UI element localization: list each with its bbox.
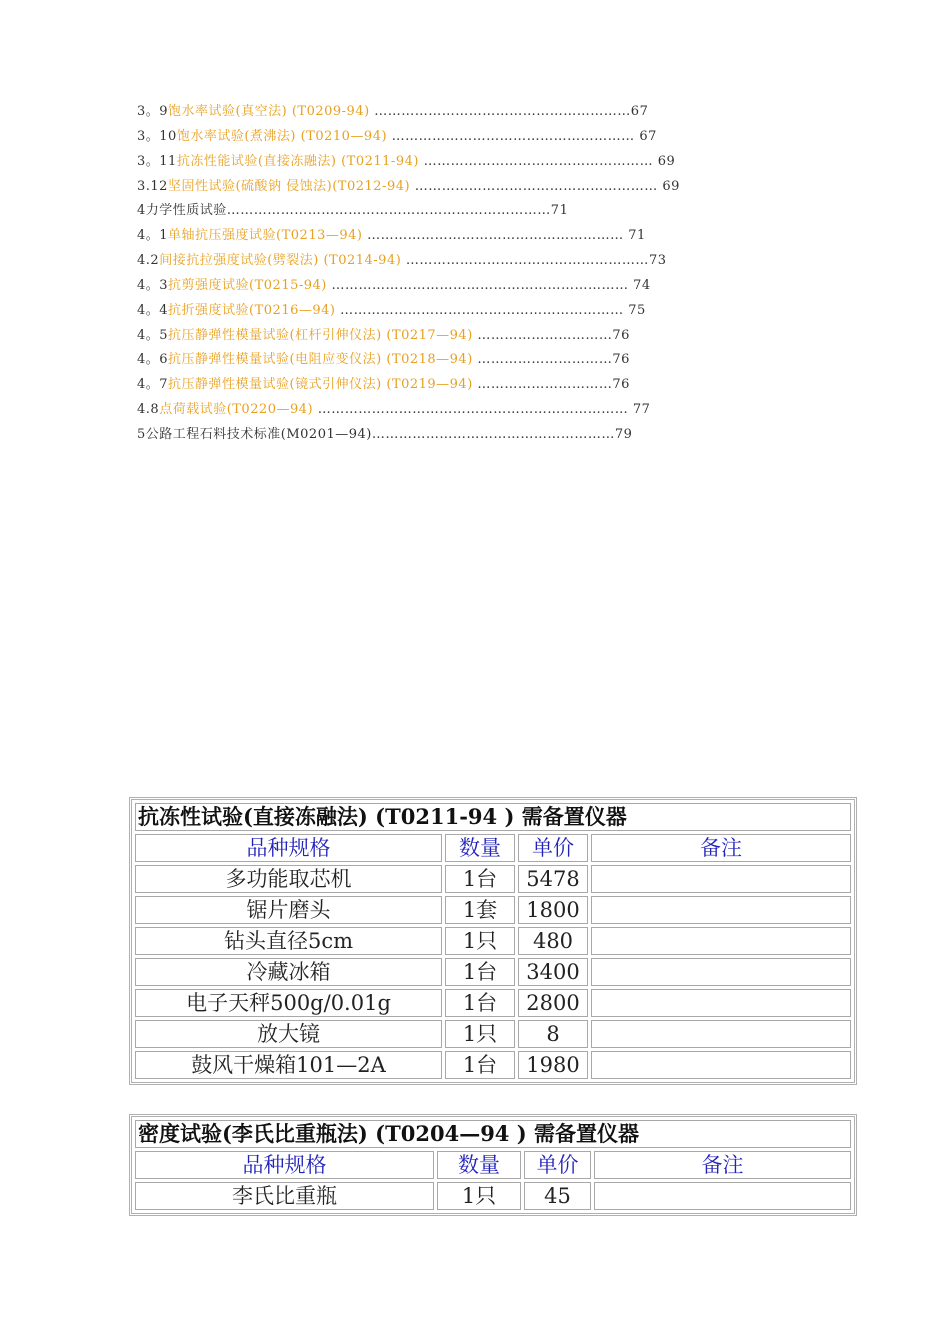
toc-page-number: 79 <box>614 426 633 442</box>
toc-page-number: 76 <box>612 377 630 393</box>
toc-number: 4。7 <box>137 377 169 393</box>
toc-leader: ……………………………………………… <box>401 253 649 269</box>
header-cell: 备注 <box>591 834 851 862</box>
header-cell: 备注 <box>594 1151 851 1179</box>
table-of-contents <box>137 100 777 448</box>
unit-price-cell: 5478 <box>518 865 588 893</box>
toc-entry[interactable] <box>137 299 777 324</box>
toc-page-number: 76 <box>612 352 630 368</box>
toc-entry[interactable] <box>137 224 777 249</box>
toc-number: 4。6 <box>137 352 169 368</box>
toc-leader: ………………………… <box>472 352 613 368</box>
table-row <box>135 1020 851 1048</box>
toc-title: 饱水率试验(真空法) (T0209-94) <box>168 104 370 119</box>
toc-page-number: 76 <box>612 327 630 343</box>
toc-title: 坚固性试验(硫酸钠 侵蚀法)(T0212-94) <box>167 178 411 194</box>
toc-leader: ……………………………………………………… <box>335 302 624 318</box>
header-cell: 单价 <box>518 834 588 862</box>
item-name-cell: 多功能取芯机 <box>135 865 442 893</box>
quantity-cell: 1套 <box>445 896 515 924</box>
toc-page-number: 69 <box>653 153 676 169</box>
toc-number: 4.2 <box>137 253 160 269</box>
equipment-table-density <box>129 1114 857 1216</box>
toc-title: 单轴抗压强度试验(T0213—94) <box>168 228 363 244</box>
table-row <box>135 896 851 924</box>
remarks-cell <box>591 1020 851 1048</box>
toc-title: 力学性质试验 <box>145 203 227 219</box>
toc-leader: …………………………………………… <box>418 153 654 169</box>
toc-page-number: 75 <box>623 302 646 318</box>
toc-page-number: 71 <box>623 228 646 244</box>
quantity-cell: 1台 <box>445 1051 515 1079</box>
header-cell: 品种规格 <box>135 834 442 862</box>
toc-title: 抗折强度试验(T0216—94) <box>168 302 336 318</box>
toc-title: 间接抗拉强度试验(劈裂法) (T0214-94) <box>159 253 402 269</box>
toc-leader: ……………………………………………… <box>371 426 615 442</box>
toc-leader: …………………………………………………………… <box>313 402 629 418</box>
unit-price-cell: 2800 <box>518 989 588 1017</box>
table-row <box>135 927 851 955</box>
item-name-cell: 锯片磨头 <box>135 896 442 924</box>
remarks-cell <box>591 1051 851 1079</box>
toc-number: 4。4 <box>137 302 169 318</box>
toc-title: 抗剪强度试验(T0215-94) <box>168 277 327 293</box>
toc-page-number: 77 <box>628 402 651 418</box>
toc-entry[interactable] <box>137 398 777 423</box>
toc-title: 抗压静弹性模量试验(镜式引伸仪法) (T0219—94) <box>168 377 473 393</box>
quantity-cell: 1只 <box>445 927 515 955</box>
table-row <box>135 1182 851 1210</box>
quantity-cell: 1台 <box>445 865 515 893</box>
quantity-cell: 1只 <box>445 1020 515 1048</box>
unit-price-cell: 8 <box>518 1020 588 1048</box>
toc-entry[interactable] <box>137 324 777 349</box>
toc-number: 3。11 <box>137 153 177 169</box>
item-name-cell: 放大镜 <box>135 1020 442 1048</box>
table-caption: 密度试验(李氏比重瓶法) (T0204—94 ) 需备置仪器 <box>135 1120 851 1148</box>
toc-leader: ………………………………………………………… <box>326 277 629 293</box>
item-name-cell: 钻头直径5cm <box>135 927 442 955</box>
unit-price-cell: 1980 <box>518 1051 588 1079</box>
remarks-cell <box>591 958 851 986</box>
remarks-cell <box>591 927 851 955</box>
toc-entry[interactable] <box>137 348 777 373</box>
toc-leader: ………………………… <box>472 327 613 343</box>
unit-price-cell: 45 <box>524 1182 591 1210</box>
toc-page-number: 73 <box>648 253 667 269</box>
toc-entry[interactable] <box>137 100 777 125</box>
table-header-row <box>135 1151 851 1179</box>
header-cell: 品种规格 <box>135 1151 434 1179</box>
toc-title: 抗压静弹性模量试验(杠杆引伸仪法) (T0217—94) <box>168 327 473 343</box>
toc-page-number: 69 <box>657 178 680 194</box>
toc-leader: ………………………… <box>472 377 613 393</box>
toc-title: 饱水率试验(煮沸法) (T0210—94) <box>176 128 388 144</box>
toc-number: 4。1 <box>137 228 169 244</box>
toc-number: 4。3 <box>137 277 169 293</box>
toc-number: 3。10 <box>137 128 177 144</box>
remarks-cell <box>591 865 851 893</box>
toc-title: 抗压静弹性模量试验(电阻应变仪法) (T0218—94) <box>168 352 473 368</box>
unit-price-cell: 1800 <box>518 896 588 924</box>
item-name-cell: 冷藏冰箱 <box>135 958 442 986</box>
header-cell: 数量 <box>437 1151 521 1179</box>
toc-number: 5 <box>137 426 146 442</box>
toc-entry <box>137 423 777 448</box>
toc-entry <box>137 199 777 224</box>
toc-title: 公路工程石料技术标准(M0201—94) <box>145 426 372 442</box>
table-header-row <box>135 834 851 862</box>
toc-page-number: 67 <box>630 104 649 119</box>
table-caption: 抗冻性试验(直接冻融法) (T0211-94 ) 需备置仪器 <box>135 803 851 831</box>
toc-page-number: 74 <box>628 277 651 293</box>
toc-leader: ……………………………………………… <box>410 178 658 194</box>
toc-page-number: 71 <box>550 203 569 219</box>
toc-leader: ……………………………………………… <box>387 128 635 144</box>
toc-page-number: 67 <box>634 128 657 144</box>
toc-entry[interactable] <box>137 150 777 175</box>
remarks-cell <box>591 896 851 924</box>
equipment-table-frost-resistance <box>129 797 857 1085</box>
table-row <box>135 865 851 893</box>
quantity-cell: 1台 <box>445 989 515 1017</box>
toc-entry[interactable] <box>137 175 777 200</box>
toc-leader: ……………………………………………………………… <box>226 203 551 219</box>
table-row <box>135 958 851 986</box>
remarks-cell <box>594 1182 851 1210</box>
table-row <box>135 989 851 1017</box>
unit-price-cell: 480 <box>518 927 588 955</box>
toc-entry[interactable] <box>137 373 777 398</box>
toc-number: 4 <box>137 203 146 219</box>
toc-entry[interactable] <box>137 125 777 150</box>
unit-price-cell: 3400 <box>518 958 588 986</box>
header-cell: 数量 <box>445 834 515 862</box>
toc-leader: ………………………………………………… <box>369 104 631 119</box>
toc-number: 3.12 <box>137 178 168 194</box>
toc-number: 4。5 <box>137 327 169 343</box>
table-row <box>135 1051 851 1079</box>
toc-number: 4.8 <box>137 402 160 418</box>
item-name-cell: 李氏比重瓶 <box>135 1182 434 1210</box>
toc-title: 抗冻性能试验(直接冻融法) (T0211-94) <box>176 153 419 169</box>
item-name-cell: 电子天秤500g/0.01g <box>135 989 442 1017</box>
remarks-cell <box>591 989 851 1017</box>
quantity-cell: 1台 <box>445 958 515 986</box>
item-name-cell: 鼓风干燥箱101—2A <box>135 1051 442 1079</box>
toc-entry[interactable] <box>137 274 777 299</box>
toc-number: 3。9 <box>137 104 169 119</box>
toc-title: 点荷载试验(T0220—94) <box>159 402 314 418</box>
header-cell: 单价 <box>524 1151 591 1179</box>
quantity-cell: 1只 <box>437 1182 521 1210</box>
toc-leader: ………………………………………………… <box>362 228 624 244</box>
toc-entry[interactable] <box>137 249 777 274</box>
